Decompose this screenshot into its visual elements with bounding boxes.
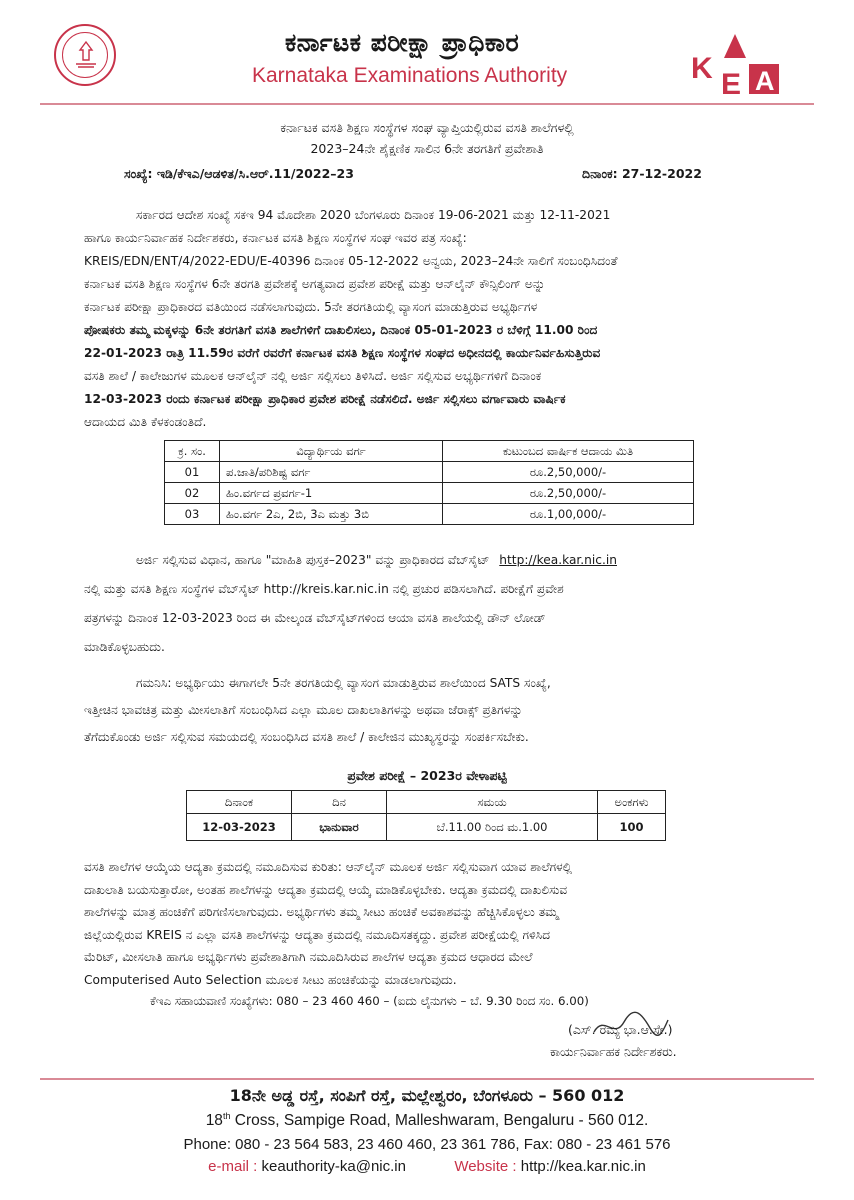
svg-text:A: A [755, 66, 775, 96]
header-title-kannada: ಕರ್ನಾಟಕ ಪರೀಕ್ಷಾ ಪ್ರಾಧಿಕಾರ [285, 28, 520, 57]
table-header-row [187, 791, 666, 814]
para-line: ಕರ್ನಾಟಕ ಪರೀಕ್ಷಾ ಪ್ರಾಧಿಕಾರದ ವತಿಯಿಂದ ನಡೆಸಲಾಗುವುದು. 5ನೇ ತರಗತಿಯಲ್ಲಿ ವ್ಯಾಸಂಗ ಮಾಡುತ್ತಿರುವ ಅಭ್ಯರ್ಥಿಗಳ [84, 300, 538, 314]
kea-logo [688, 28, 782, 98]
para-line: ಇತ್ತೀಚಿನ ಭಾವಚಿತ್ರ ಮತ್ತು ಮೀಸಲಾತಿಗೆ ಸಂಬಂಧಿಸಿದ ಎಲ್ಲಾ ಮೂಲ ದಾಖಲಾತಿಗಳನ್ನು ಅಥವಾ ಜೆರಾಕ್ಸ್ ಪ್ರತಿಗಳನ್ನು [84, 703, 523, 717]
paragraph-note [84, 672, 768, 749]
para-line: ಮಾಡಿಕೊಳ್ಳಬಹುದು. [84, 640, 165, 654]
table-header: ಕ್ರ. ಸಂ. [165, 441, 220, 462]
address-number: 18 [205, 1112, 223, 1130]
para-line: ಆದಾಯದ ಮಿತಿ ಕೆಳಕಂಡಂತಿದೆ. [84, 415, 207, 429]
table-header: ಅಂಕಗಳು [598, 791, 666, 814]
header-divider [40, 103, 814, 105]
kea-emblem [54, 24, 116, 86]
para-line: Computerised Auto Selection ಮೂಲಕ ಸೀಟು ಹಂಚಿಕೆಯನ್ನು ಮಾಡಲಾಗುವುದು. [84, 972, 457, 987]
para-line: ತೆಗೆದುಕೊಂಡು ಅರ್ಜಿ ಸಲ್ಲಿಸುವ ಸಮಯದಲ್ಲಿ ಸಂಬಂಧಿಸಿದ ವಸತಿ ಶಾಲೆ / ಕಾಲೇಜಿನ ಮುಖ್ಯಸ್ಥರನ್ನು ಸಂಪರ್ಕಿಸಬೇಕು. [84, 730, 529, 744]
table-header-row [165, 441, 694, 462]
para-line [84, 549, 768, 572]
paragraph-application [84, 549, 768, 659]
para-line: 22-01-2023 ರಾತ್ರಿ 11.59ರ ವರೆಗೆ ರವರೆಗೆ ಕರ್ನಾಟಕ ವಸತಿ ಶಿಕ್ಷಣ ಸಂಸ್ಥೆಗಳ ಸಂಘದ ಅಧೀನದಲ್ಲಿ ಕಾರ್ಯನಿರ್ವಹಿಸುತ್ತಿರುವ [84, 346, 601, 360]
table-cell: ರೂ.1,00,000/- [443, 504, 694, 525]
paragraph-intro [84, 204, 768, 434]
table-cell: ಭಾನುವಾರ [292, 814, 387, 841]
table-cell: 100 [598, 814, 666, 841]
table-cell: 01 [165, 462, 220, 483]
para-line: ಗಮನಿಸಿ: ಅಭ್ಯರ್ಥಿಯು ಈಗಾಗಲೇ 5ನೇ ತರಗತಿಯಲ್ಲಿ ವ್ಯಾಸಂಗ ಮಾಡುತ್ತಿರುವ ಶಾಲೆಯಿಂದ SATS ಸಂಖ್ಯೆ, [136, 676, 551, 690]
footer-divider [40, 1078, 814, 1080]
para-line: ವಸತಿ ಶಾಲೆಗಳ ಆಯ್ಕೆಯ ಆದ್ಯತಾ ಕ್ರಮದಲ್ಲಿ ನಮೂದಿಸುವ ಕುರಿತು: ಆನ್‌ಲೈನ್ ಮೂಲಕ ಅರ್ಜಿ ಸಲ್ಲಿಸುವಾಗ ಯಾವ ಶಾಲೆಗಳಲ್ಲಿ [84, 860, 573, 874]
email-label: e-mail : [208, 1158, 258, 1175]
notice-date: ದಿನಾಂಕ: 27-12-2022 [582, 166, 702, 181]
table-row [187, 814, 666, 841]
para-line: 12-03-2023 ರಂದು ಕರ್ನಾಟಕ ಪರೀಕ್ಷಾ ಪ್ರಾಧಿಕಾರ ಪ್ರವೇಶ ಪರೀಕ್ಷೆ ನಡೆಸಲಿದೆ. ಅರ್ಜಿ ಸಲ್ಲಿಸಲು ವರ್ಗಾವಾರು ವಾರ್ಷಿಕ [84, 392, 566, 406]
para-line: ದಾಖಲಾತಿ ಬಯಸುತ್ತಾರೋ, ಅಂತಹ ಶಾಲೆಗಳನ್ನು ಆದ್ಯತಾ ಕ್ರಮದಲ್ಲಿ ಆಯ್ಕೆ ಮಾಡಿಕೊಳ್ಳಬೇಕು. ಆದ್ಯತಾ ಕ್ರಮದಲ್ಲಿ ದಾಖಲಿಸುವ [84, 882, 568, 897]
footer-address-kannada: 18ನೇ ಅಡ್ಡ ರಸ್ತೆ, ಸಂಪಿಗೆ ರಸ್ತೆ, ಮಲ್ಲೇಶ್ವರಂ, ಬೆಂಗಳೂರು – 560 012 [229, 1086, 625, 1105]
exam-timetable [186, 790, 666, 841]
para-text: ಅರ್ಜಿ ಸಲ್ಲಿಸುವ ವಿಧಾನ, ಹಾಗೂ "ಮಾಹಿತಿ ಪುಸ್ತಕ–2023" ವನ್ನು ಪ್ರಾಧಿಕಾರದ ವೆಬ್‌ಸೈಟ್ [136, 553, 490, 567]
kea-website-link[interactable]: http://kea.kar.nic.in [499, 553, 617, 567]
svg-text:E: E [721, 68, 742, 98]
header-title-english: Karnataka Examinations Authority [252, 64, 568, 87]
footer-address-english [0, 1111, 854, 1130]
para-line: ಶಾಲೆಗಳನ್ನು ಮಾತ್ರ ಹಂಚಿಕೆಗೆ ಪರಿಗಣಿಸಲಾಗುವುದು. ಅಭ್ಯರ್ಥಿಗಳು ತಮ್ಮ ಸೀಟು ಹಂಚಿಕೆ ಅವಕಾಶವನ್ನು ಹೆಚ್ಚಿಸಿಕೊಳ್ಳಲು ತಮ್ಮ [84, 905, 559, 919]
table-header: ಕುಟುಂಬದ ವಾರ್ಷಿಕ ಆದಾಯ ಮಿತಿ [443, 441, 694, 462]
notice-title-line1: ಕರ್ನಾಟಕ ವಸತಿ ಶಿಕ್ಷಣ ಸಂಸ್ಥೆಗಳ ಸಂಘ ವ್ಯಾಪ್ತಿಯಲ್ಲಿರುವ ವಸತಿ ಶಾಲೆಗಳಲ್ಲಿ [280, 120, 574, 135]
table-cell: 12-03-2023 [187, 814, 292, 841]
table-cell: ಹಿಂ.ವರ್ಗದ ಪ್ರವರ್ಗ-1 [220, 483, 443, 504]
para-line: ನಲ್ಲಿ ಮತ್ತು ವಸತಿ ಶಿಕ್ಷಣ ಸಂಸ್ಥೆಗಳ ವೆಬ್‌ಸೈಟ್ http://kreis.kar.nic.in ನಲ್ಲಿ ಪ್ರಚುರ ಪಡಿಸಲಾಗಿದೆ. ಪರೀಕ್ಷೆಗೆ ಪ್ರವೇಶ [84, 582, 564, 596]
address-ordinal: th [222, 1111, 231, 1121]
para-line: ವಸತಿ ಶಾಲೆ / ಕಾಲೇಜುಗಳ ಮೂಲಕ ಆನ್‌ಲೈನ್ ನಲ್ಲಿ ಅರ್ಜಿ ಸಲ್ಲಿಸಲು ತಿಳಿಸಿದೆ. ಅರ್ಜಿ ಸಲ್ಲಿಸುವ ಅಭ್ಯರ್ಥಿಗಳಿಗೆ ದಿನಾಂಕ [84, 369, 542, 383]
table-header: ದಿನ [292, 791, 387, 814]
paragraph-school-preference [84, 856, 768, 991]
table-row [165, 462, 694, 483]
table-cell: ರೂ.2,50,000/- [443, 483, 694, 504]
table-cell: 02 [165, 483, 220, 504]
timetable-title: ಪ್ರವೇಶ ಪರೀಕ್ಷೆ – 2023ರ ವೇಳಾಪಟ್ಟಿ [347, 768, 507, 783]
emblem-icon [72, 40, 100, 70]
para-line: ಪೋಷಕರು ತಮ್ಮ ಮಕ್ಕಳನ್ನು 6ನೇ ತರಗತಿಗೆ ವಸತಿ ಶಾಲೆಗಳಿಗೆ ದಾಖಲಿಸಲು, ದಿನಾಂಕ 05-01-2023 ರ ಬೆಳಿಗ್ಗೆ 11.00 ರಿಂದ [84, 323, 598, 337]
para-line: KREIS/EDN/ENT/4/2022-EDU/E-40396 ದಿನಾಂಕ 05-12-2022 ಅನ್ವಯ, 2023–24ನೇ ಸಾಲಿಗೆ ಸಂಬಂಧಿಸಿದಂತೆ [84, 254, 618, 268]
table-cell: ಬೆ.11.00 ರಿಂದ ಮ.1.00 [387, 814, 598, 841]
signatory-name: (ಎಸ್. ರಮ್ಯ ಭಾ.ಆ.ಸೇ.) [568, 1022, 673, 1037]
table-cell: 03 [165, 504, 220, 525]
para-line: ಮೆರಿಟ್, ಮೀಸಲಾತಿ ಹಾಗೂ ಅಭ್ಯರ್ಥಿಗಳು ಪ್ರವೇಶಾತಿಗಾಗಿ ನಮೂದಿಸಿರುವ ಶಾಲೆಗಳ ಆದ್ಯತಾ ಕ್ರಮದ ಆಧಾರದ ಮೇಲೆ [84, 950, 533, 964]
para-line: ಹಾಗೂ ಕಾರ್ಯನಿರ್ವಾಹಕ ನಿರ್ದೇಶಕರು, ಕರ್ನಾಟಕ ವಸತಿ ಶಿಕ್ಷಣ ಸಂಸ್ಥೆಗಳ ಸಂಘ ಇವರ ಪತ್ರ ಸಂಖ್ಯೆ: [84, 231, 467, 245]
notice-title-line2: 2023–24ನೇ ಶೈಕ್ಷಣಿಕ ಸಾಲಿನ 6ನೇ ತರಗತಿಗೆ ಪ್ರವೇಶಾತಿ [310, 141, 544, 156]
para-line: ಜಿಲ್ಲೆಯಲ್ಲಿರುವ KREIS ನ ಎಲ್ಲಾ ವಸತಿ ಶಾಲೆಗಳನ್ನು ಆದ್ಯತಾ ಕ್ರಮದಲ್ಲಿ ನಮೂದಿಸತಕ್ಕದ್ದು. ಪ್ರವೇಶ ಪರೀಕ್ಷೆಯಲ್ಲಿ ಗಳಿಸಿದ [84, 927, 551, 942]
website-label: Website : [454, 1158, 517, 1175]
income-limit-table [164, 440, 694, 525]
table-cell: ಹಿಂ.ವರ್ಗ 2ಎ, 2ಬಿ, 3ಎ ಮತ್ತು 3ಬಿ [220, 504, 443, 525]
table-row [165, 483, 694, 504]
table-header: ವಿದ್ಯಾರ್ಥಿಯ ವರ್ಗ [220, 441, 443, 462]
table-header: ದಿನಾಂಕ [187, 791, 292, 814]
signatory-designation: ಕಾರ್ಯನಿರ್ವಾಹಕ ನಿರ್ದೇಶಕರು. [550, 1044, 677, 1059]
website-link[interactable]: http://kea.kar.nic.in [520, 1158, 646, 1175]
table-header: ಸಮಯ [387, 791, 598, 814]
email-link[interactable]: keauthority-ka@nic.in [261, 1158, 406, 1175]
table-cell: ರೂ.2,50,000/- [443, 462, 694, 483]
table-cell: ಪ.ಜಾತಿ/ಪರಿಶಿಷ್ಟ ವರ್ಗ [220, 462, 443, 483]
footer-phone: Phone: 080 - 23 564 583, 23 460 460, 23 361 786, Fax: 080 - 23 461 576 [183, 1136, 671, 1153]
svg-text:K: K [691, 52, 713, 85]
reference-number: ಸಂಖ್ಯೆ: ಇಡಿ/ಕೆಇಎ/ಆಡಳಿತ/ಸಿ.ಆರ್.11/2022–23 [124, 166, 354, 181]
para-line: ಕರ್ನಾಟಕ ವಸತಿ ಶಿಕ್ಷಣ ಸಂಸ್ಥೆಗಳ 6ನೇ ತರಗತಿ ಪ್ರವೇಶಕ್ಕೆ ಅಗತ್ಯವಾದ ಪ್ರವೇಶ ಪರೀಕ್ಷೆ ಮತ್ತು ಆನ್‌ಲೈನ್ ಕೌನ್ಸಿಲಿಂಗ್ ಅನ್ನು [84, 277, 546, 291]
para-line: ಪತ್ರಗಳನ್ನು ದಿನಾಂಕ 12-03-2023 ರಿಂದ ಈ ಮೇಲ್ಕಂಡ ವೆಬ್‌ಸೈಟ್‌ಗಳಿಂದ ಆಯಾ ವಸತಿ ಶಾಲೆಯಲ್ಲಿ ಡೌನ್ ಲೋಡ್ [84, 611, 546, 625]
para-line: ಸರ್ಕಾರದ ಆದೇಶ ಸಂಖ್ಯೆ ಸಕಇ 94 ಮೊದೇಶಾ 2020 ಬೆಂಗಳೂರು ದಿನಾಂಕ 19-06-2021 ಮತ್ತು 12-11-2021 [136, 208, 611, 222]
address-text: Cross, Sampige Road, Malleshwaram, Bengaluru - 560 012. [230, 1112, 649, 1130]
footer-contacts [0, 1158, 854, 1175]
table-row [165, 504, 694, 525]
helpline-numbers: ಕೆಇಎ ಸಹಾಯವಾಣಿ ಸಂಖ್ಯೆಗಳು: 080 – 23 460 460 – (ಐದು ಲೈನುಗಳು – ಬೆ. 9.30 ರಿಂದ ಸಂ. 6.00) [150, 994, 589, 1008]
